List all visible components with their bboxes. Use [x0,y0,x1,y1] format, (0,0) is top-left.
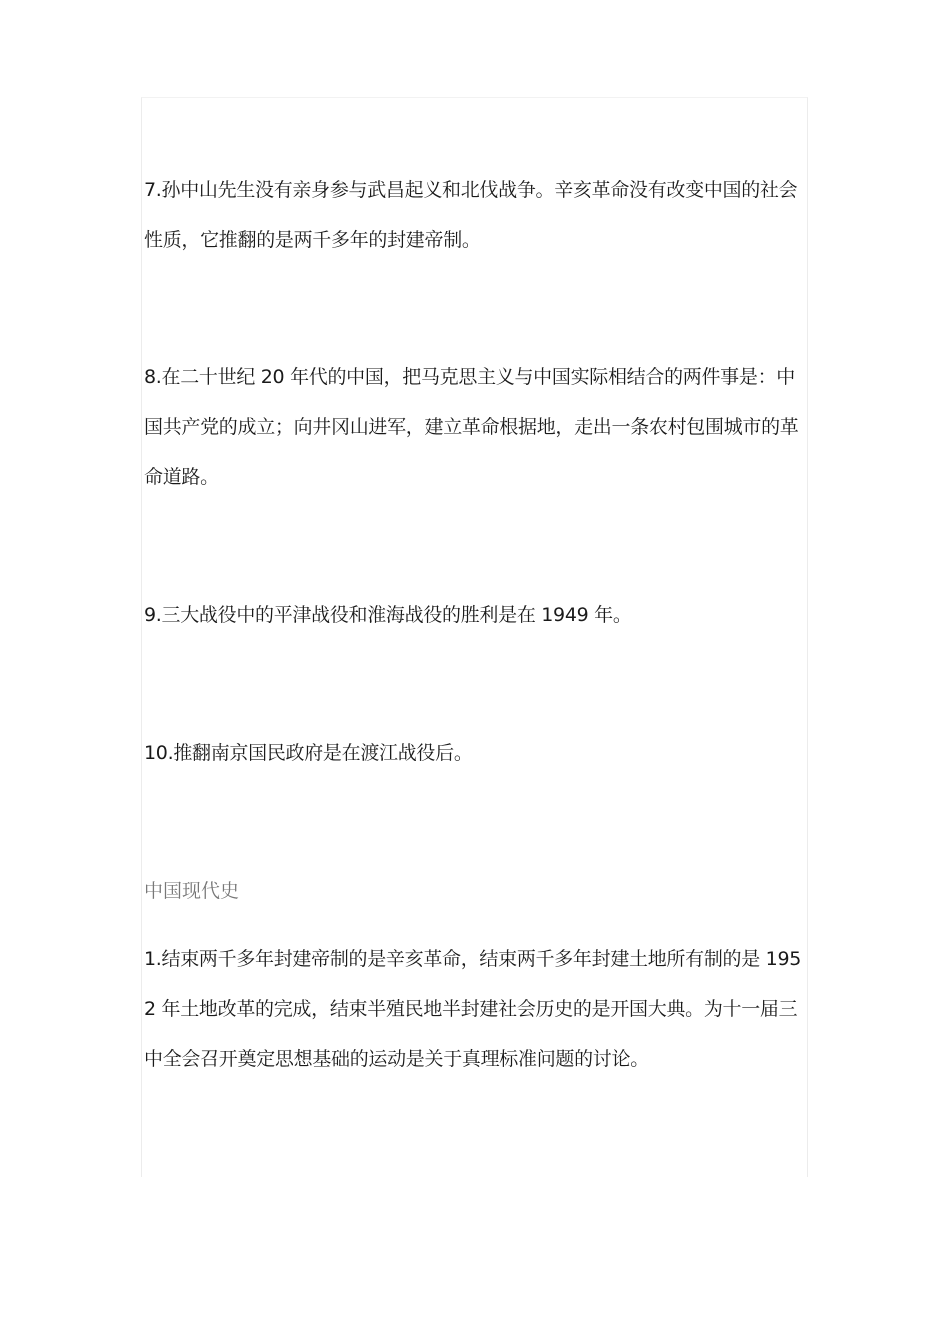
paragraph-item-10: 10.推翻南京国民政府是在渡江战役后。 [144,742,473,764]
paragraph-item-9: 9.三大战役中的平津战役和淮海战役的胜利是在 1949 年。 [144,604,632,626]
paragraph-item-7: 7.孙中山先生没有亲身参与武昌起义和北伐战争。辛亥革命没有改变中国的社会性质，它推翻的是两千多年的封建帝制。 [144,179,798,251]
section-heading-modern-history: 中国现代史 [144,880,240,902]
paragraph-item-8: 8.在二十世纪 20 年代的中国，把马克思主义与中国实际相结合的两件事是：中国共产党的成立；向井冈山进军，建立革命根据地，走出一条农村包围城市的革命道路。 [144,366,799,488]
paragraph-modern-item-1: 1.结束两千多年封建帝制的是辛亥革命，结束两千多年封建土地所有制的是 1952 年土地改革的完成，结束半殖民地半封建社会历史的是开国大典。为十一届三中全会召开奠定思想基础的运动是关于真理标准问题的讨论。 [144,948,802,1070]
